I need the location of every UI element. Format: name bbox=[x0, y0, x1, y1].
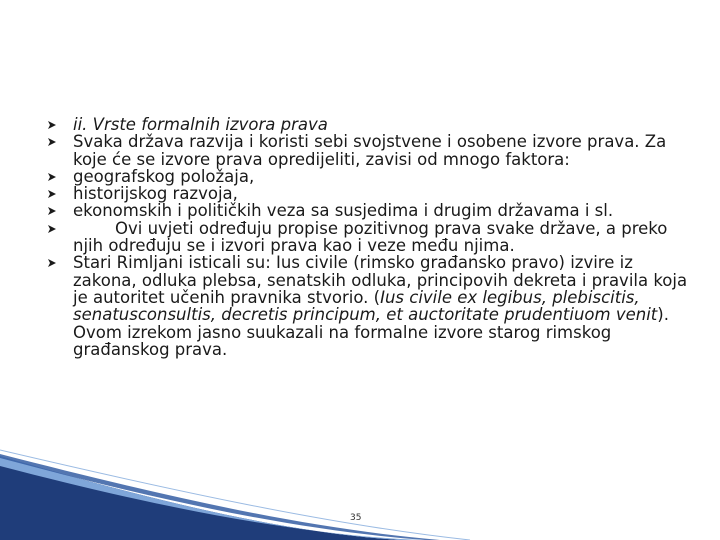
item-text: ekonomskih i političkih veza sa susjedima i drugim državama i sl. bbox=[73, 201, 614, 221]
arrowhead-bullet-icon bbox=[48, 138, 56, 146]
item-text: ). Ovom izrekom jasno suukazali na formalne izvore starog rimskog građanskog prava. bbox=[73, 305, 669, 359]
arrowhead-bullet-icon bbox=[48, 259, 56, 267]
item-text: ii. Vrste formalnih izvora prava bbox=[73, 115, 328, 134]
list-item bbox=[48, 116, 688, 133]
item-text: Ovi uvjeti određuju propise pozitivnog prava svake države, a preko njih određuju se i izvori prava kao i veze među njima. bbox=[73, 218, 668, 256]
arrowhead-bullet-icon bbox=[48, 225, 56, 233]
page-number: 35 bbox=[350, 513, 362, 523]
list-item bbox=[48, 133, 688, 168]
list-item bbox=[48, 168, 688, 185]
list-item bbox=[48, 185, 688, 202]
arrowhead-bullet-icon bbox=[48, 121, 56, 129]
list-item bbox=[48, 254, 688, 358]
item-text: geografskog položaja, bbox=[73, 166, 255, 186]
list-item bbox=[48, 202, 688, 219]
item-text: Ius civile ex legibus, plebiscitis, senatusconsultis, decretis principum, et auctoritate prudentiuom venit bbox=[73, 287, 658, 325]
decorative-wave bbox=[0, 440, 720, 540]
bullet-list bbox=[48, 116, 688, 358]
item-text: Svaka država razvija i koristi sebi svojstvene i osobene izvore prava. Za koje će se izvore prava opredijeliti, zavisi od mnogo faktora: bbox=[73, 132, 667, 169]
arrowhead-bullet-icon bbox=[48, 207, 56, 215]
item-text: Stari Rimljani isticali su: Ius civile (rimsko građansko pravo) izvire iz zakona, odluka plebsa, senatskih odluka, principovih dekreta i pravila koja je autoritet učenih pravnika stvorio. ( bbox=[73, 253, 688, 307]
list-item bbox=[48, 220, 688, 255]
arrowhead-bullet-icon bbox=[48, 173, 56, 181]
arrowhead-bullet-icon bbox=[48, 190, 56, 198]
item-text: historijskog razvoja, bbox=[73, 184, 238, 204]
